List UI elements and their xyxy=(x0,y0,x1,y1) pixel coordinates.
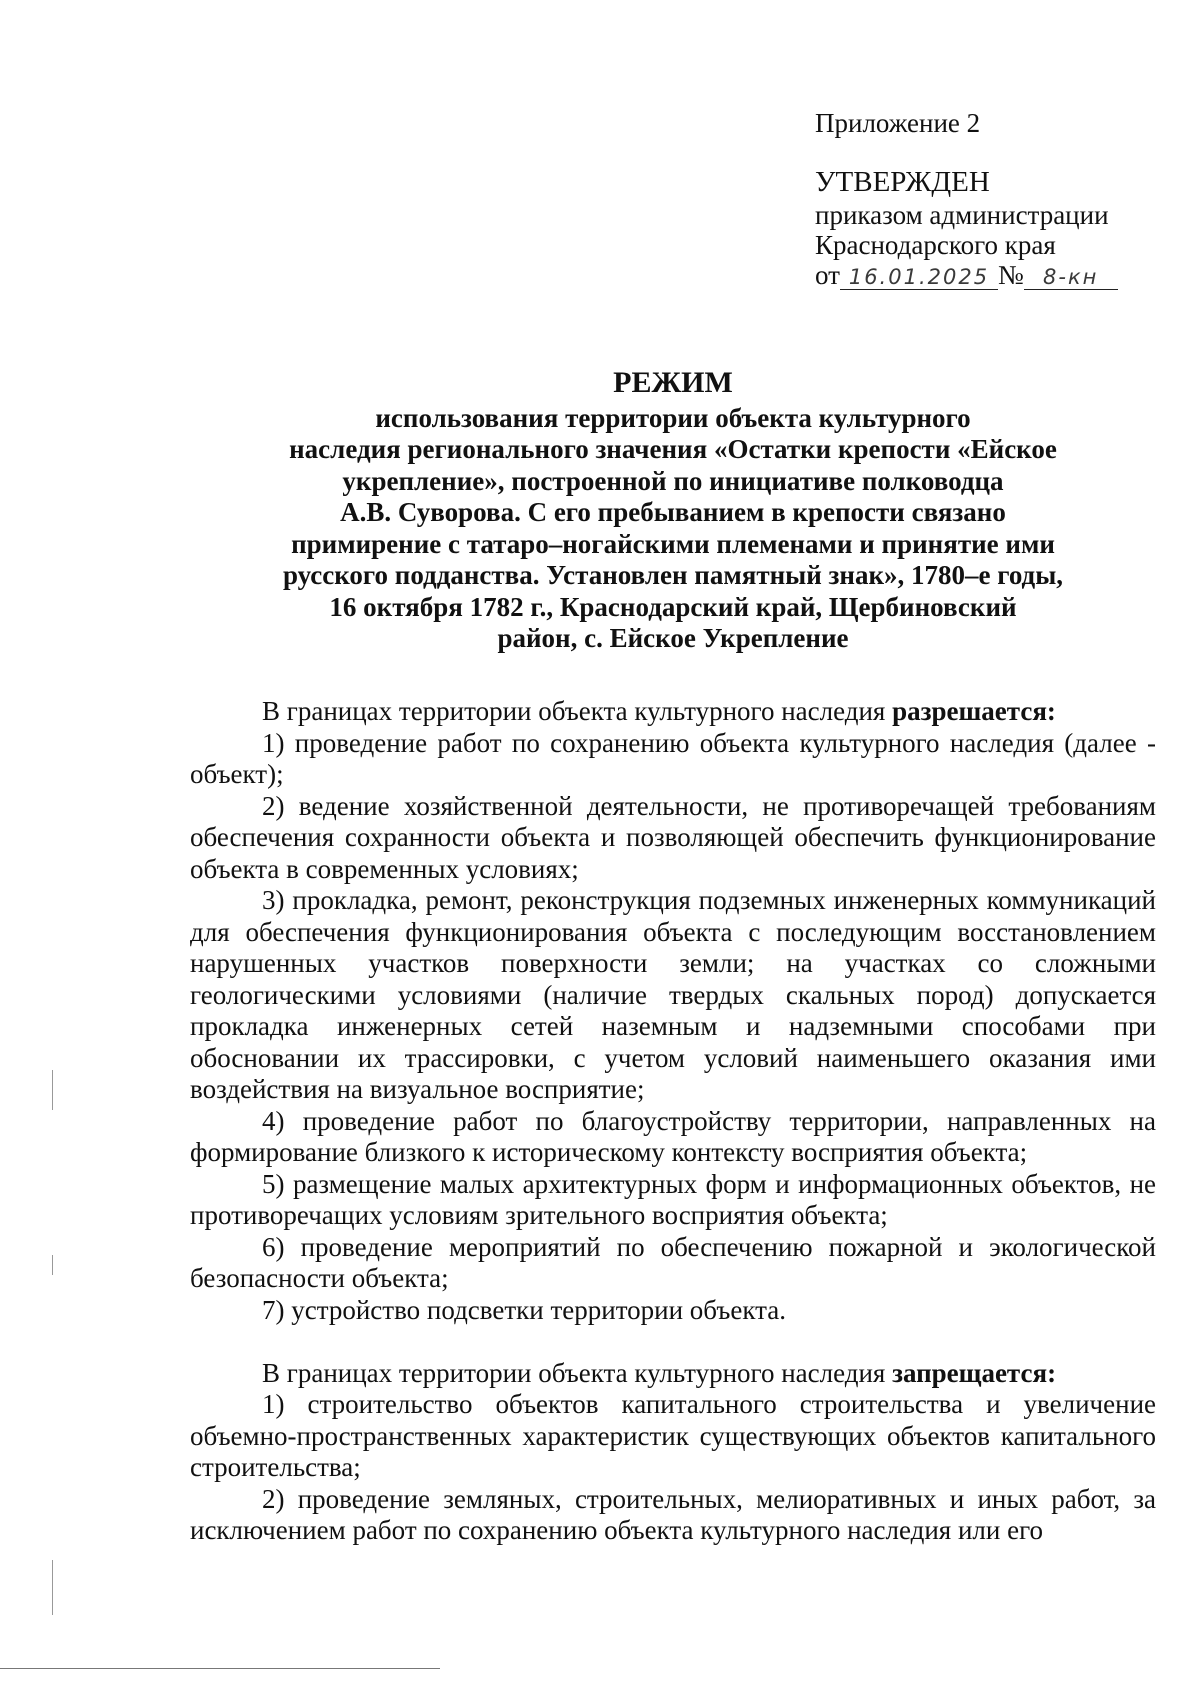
handwritten-date: 16.01.2025 xyxy=(840,265,998,290)
handwritten-number: 8-кн xyxy=(1024,265,1118,290)
document-title xyxy=(190,367,1156,655)
allowed-item: 3) прокладка, ремонт, реконструкция подземных инженерных коммуникаций для обеспечения функционирования объекта с последующим восстановлением нарушенных участков поверхности земли; на участках со сложными геологическими условиями (наличие твердых скальных пород) допускается прокладка инженерных сетей наземным и надземными способами при обосновании их трассировки, с учетом условий наименьшего оказания ими воздействия на визуальное восприятие; xyxy=(190,885,1156,1104)
date-prefix: от xyxy=(815,260,840,290)
approval-date-number-line xyxy=(815,260,1145,290)
forbidden-item: 2) проведение земляных, строительных, мелиоративных и иных работ, за исключением работ по сохранению объекта культурного наследия или его xyxy=(190,1483,1156,1545)
title-line: использования территории объекта культурного xyxy=(375,402,971,433)
approved-heading: УТВЕРЖДЕН xyxy=(815,166,990,198)
approved-region: Краснодарского края xyxy=(815,230,1056,260)
number-prefix: № xyxy=(997,260,1024,290)
title-line: А.В. Суворова. С его пребыванием в крепости связано xyxy=(340,497,1006,527)
scan-margin-mark xyxy=(52,1070,53,1110)
allowed-item: 7) устройство подсветки территории объекта. xyxy=(262,1294,786,1325)
title-line: 16 октября 1782 г., Краснодарский край, Щербиновский xyxy=(329,591,1017,622)
title-line: район, с. Ейское Укрепление xyxy=(497,623,849,653)
forbidden-intro xyxy=(190,1358,1156,1390)
allowed-intro-text: В границах территории объекта культурного наследия xyxy=(262,696,886,726)
forbidden-item: 1) строительство объектов капитального строительства и увеличение объемно-пространственных характеристик существующих объектов капитального строительства; xyxy=(190,1389,1156,1482)
forbidden-keyword: запрещается: xyxy=(892,1357,1057,1388)
title-line: примирение с татаро–ногайскими племенами и принятие ими xyxy=(291,528,1055,559)
allowed-item: 4) проведение работ по благоустройству территории, направленных на формирование близкого к историческому контексту восприятия объекта; xyxy=(190,1105,1156,1167)
title-line: русского подданства. Установлен памятный знак», 1780–е годы, xyxy=(282,560,1064,590)
scan-margin-mark xyxy=(52,1255,53,1275)
scan-margin-mark xyxy=(52,1560,53,1615)
allowed-item: 6) проведение мероприятий по обеспечению пожарной и экологической безопасности объекта; xyxy=(190,1231,1156,1293)
appendix-label: Приложение 2 xyxy=(815,108,981,138)
allowed-item: 5) размещение малых архитектурных форм и информационных объектов, не противоречащих условиям зрительного восприятия объекта; xyxy=(190,1168,1156,1230)
title-main: РЕЖИМ xyxy=(613,366,733,399)
title-line: укрепление», построенной по инициативе полководца xyxy=(342,465,1004,496)
approved-by-order: приказом администрации xyxy=(815,200,1109,230)
allowed-keyword: разрешается: xyxy=(892,696,1056,726)
allowed-item: 2) ведение хозяйственной деятельности, не противоречащей требованиям обеспечения сохранности объекта и позволяющей обеспечить функционирование объекта в современных условиях; xyxy=(190,790,1156,884)
forbidden-intro-text: В границах территории объекта культурного наследия xyxy=(262,1357,886,1388)
bottom-rule xyxy=(0,1668,440,1669)
allowed-item: 1) проведение работ по сохранению объекта культурного наследия (далее - объект); xyxy=(190,727,1156,789)
document-body xyxy=(190,696,1156,1547)
title-line: наследия регионального значения «Остатки крепости «Ейское xyxy=(289,434,1057,464)
allowed-intro xyxy=(190,696,1156,728)
approval-block xyxy=(815,108,1145,290)
